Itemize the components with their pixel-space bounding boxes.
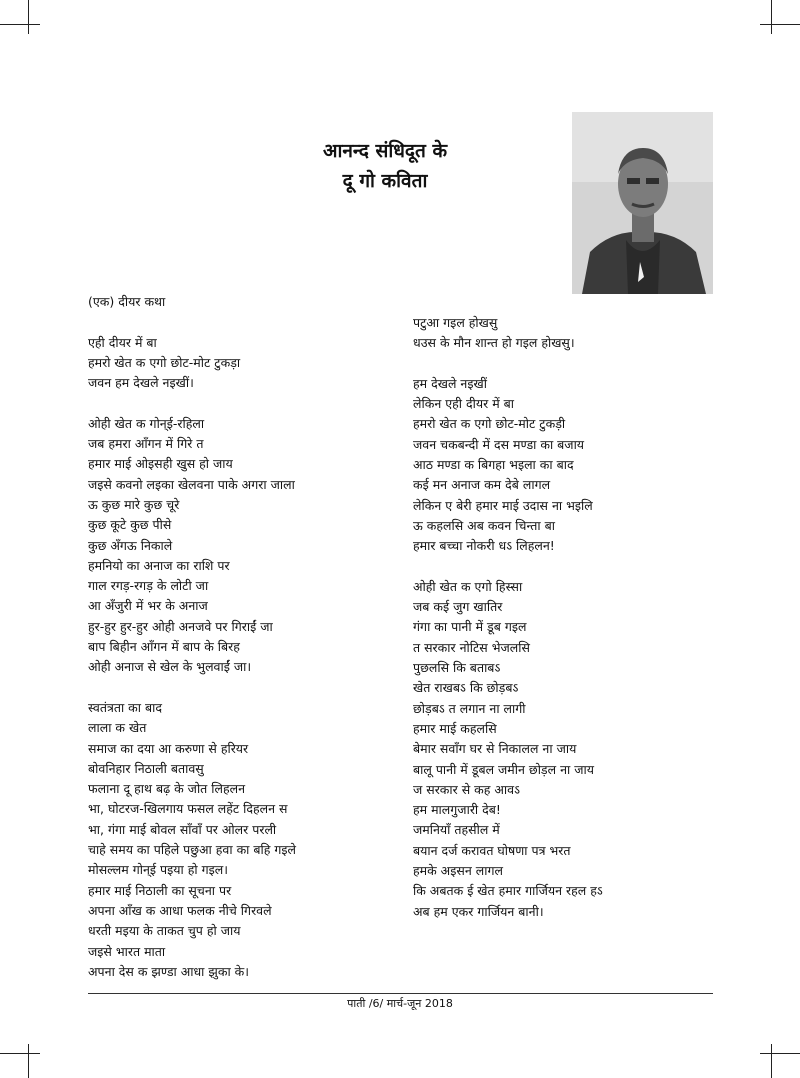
poem-line: बेमार सवाँग घर से निकालल ना जाय — [413, 741, 577, 757]
poem-line: ज सरकार से कह आवऽ — [413, 781, 520, 797]
poem-line: जब कई जुग खातिर — [413, 599, 503, 615]
poem-line: भा, गंगा माई बोवल साँवाँ पर ओलर परली — [88, 821, 277, 837]
poem-line: जमनियाँ तहसील में — [413, 822, 500, 838]
crop-mark — [0, 24, 40, 25]
poem-line: भा, घोटरज-खिलगाय फसल लहेंट दिहलन स — [88, 801, 288, 817]
poem-line: ओही खेत क गोन्ई-रहिला — [88, 415, 205, 431]
poem-line: खेत राखबऽ कि छोड़बऽ — [413, 680, 519, 696]
poem-line: कुछ अँगऊ निकाले — [88, 537, 173, 553]
poem-line: ओही अनाज से खेल के भुलवाईं जा। — [88, 659, 252, 675]
poem-line: पुछलसि कि बताबऽ — [413, 660, 501, 676]
poem-line: लेकिन ए बेरी हमार माई उदास ना भइलि — [413, 497, 593, 513]
crop-mark — [760, 24, 800, 25]
poem-line: कि अबतक ई खेत हमार गार्जियन रहल हऽ — [413, 883, 603, 899]
poem-line: मोसल्लम गोन्ई पइया हो गइल। — [88, 862, 228, 878]
crop-mark — [771, 0, 772, 34]
poem-line: हमरो खेत क एगो छोट-मोट टुकड़ी — [413, 416, 566, 432]
poem-line: बयान दर्ज करावत घोषणा पत्र भरत — [413, 842, 571, 858]
crop-mark — [28, 1044, 29, 1078]
crop-mark — [771, 1044, 772, 1078]
poem-line: फलाना दू हाथ बढ़ के जोत लिहलन — [88, 781, 246, 797]
poem-line: कई मन अनाज कम देबे लागल — [413, 477, 551, 493]
poem-line: ऊ कहलसि अब कवन चिन्ता बा — [413, 517, 556, 533]
poem-line: हमार माई निठाली का सूचना पर — [88, 882, 232, 898]
title-line-1: आनन्द संधिदूत के — [322, 140, 448, 162]
poem-line: पटुआ गइल होखसु — [413, 315, 498, 330]
poem-line: अपना आँख क आधा फलक नीचे गिरवले — [88, 902, 272, 918]
poem-line: धरती मइया के ताकत चुप हो जाय — [88, 923, 241, 939]
poem-line: अपना देस क झण्डा आधा झुका के। — [88, 963, 249, 979]
poem-line: जवन हम देखले नइखीं। — [88, 375, 194, 391]
poem-line: हुर-हुर हुर-हुर ओही अनजवे पर गिराईं जा — [88, 618, 273, 634]
poem-line: हमनियो का अनाज का राशि पर — [88, 557, 230, 573]
poem-line: गाल रगड़-रगड़ के लोटी जा — [88, 578, 209, 594]
poem-line: स्वतंत्रता का बाद — [88, 699, 162, 715]
poem-line: जब हमरा आँगन में गिरे त — [88, 436, 204, 452]
poem-line: अब हम एकर गार्जियन बानी। — [413, 903, 544, 919]
poem-line: छोड़बऽ त लगान ना लागी — [413, 700, 526, 716]
poem-line: जवन चकबन्दी में दस मण्डा का बजाय — [413, 436, 585, 452]
poem-line: बाप बिहीन आँगन में बाप के बिरह — [88, 639, 240, 655]
crop-mark — [0, 1053, 40, 1054]
poem-line: हमार माई कहलसि — [413, 720, 497, 736]
author-photo — [572, 112, 713, 294]
poem-line: चाहे समय का पहिले पछुआ हवा का बहि गइले — [88, 842, 297, 858]
poem-line: हमार बच्चा नोकरी धऽ लिहलन! — [413, 538, 555, 554]
poem-line: आ अँजुरी में भर के अनाज — [88, 598, 208, 614]
poem-line: जइसे भारत माता — [88, 943, 166, 959]
poem-line: हमके अइसन लागल — [413, 863, 503, 879]
poem-line: लेकिन एही दीयर में बा — [413, 396, 515, 412]
poem-line: आठ मण्डा क बिगहा भइला का बाद — [413, 457, 574, 473]
poem-line: एही दीयर में बा — [88, 334, 157, 350]
poem-line: धउस के मौन शान्त हो गइल होखसु। — [413, 335, 575, 351]
poem-line: गंगा का पानी में डूब गइल — [413, 619, 527, 635]
poem-line: जइसे कवनो लइका खेलवना पाके अगरा जाला — [88, 476, 295, 492]
poem-line: हमार माई ओइसही खुस हो जाय — [88, 456, 233, 472]
page-title — [250, 136, 520, 196]
poem-line: लाला क खेत — [88, 720, 147, 736]
poem-line: समाज का दया आ करुणा से हरियर — [88, 740, 249, 756]
title-line-2: दू गो कविता — [342, 170, 428, 192]
poem-line: त सरकार नोटिस भेजलसि — [413, 639, 530, 655]
poem-right-column — [413, 313, 743, 922]
poem-line: हमरो खेत क एगो छोट-मोट टुकड़ा — [88, 354, 241, 370]
poem-line: ऊ कुछ मारे कुछ चूरे — [88, 496, 180, 512]
poem-line: ओही खेत क एगो हिस्सा — [413, 578, 523, 594]
poem-line: हम देखले नइखीं — [413, 375, 487, 391]
crop-mark — [760, 1053, 800, 1054]
poem-heading: (एक) दीयर कथा — [88, 294, 166, 309]
poem-line: बोवनिहार निठाली बतावसु — [88, 760, 204, 776]
footer-rule — [88, 993, 713, 994]
poem-line: हम मालगुजारी देब! — [413, 802, 501, 818]
poem-left-column — [88, 292, 388, 982]
crop-mark — [28, 0, 29, 34]
page-footer: पाती /6/ मार्च-जून 2018 — [347, 997, 453, 1010]
poem-line: बालू पानी में डूबल जमीन छोड़ल ना जाय — [413, 761, 594, 777]
poem-line: कुछ कूटे कुछ पीसे — [88, 517, 172, 533]
